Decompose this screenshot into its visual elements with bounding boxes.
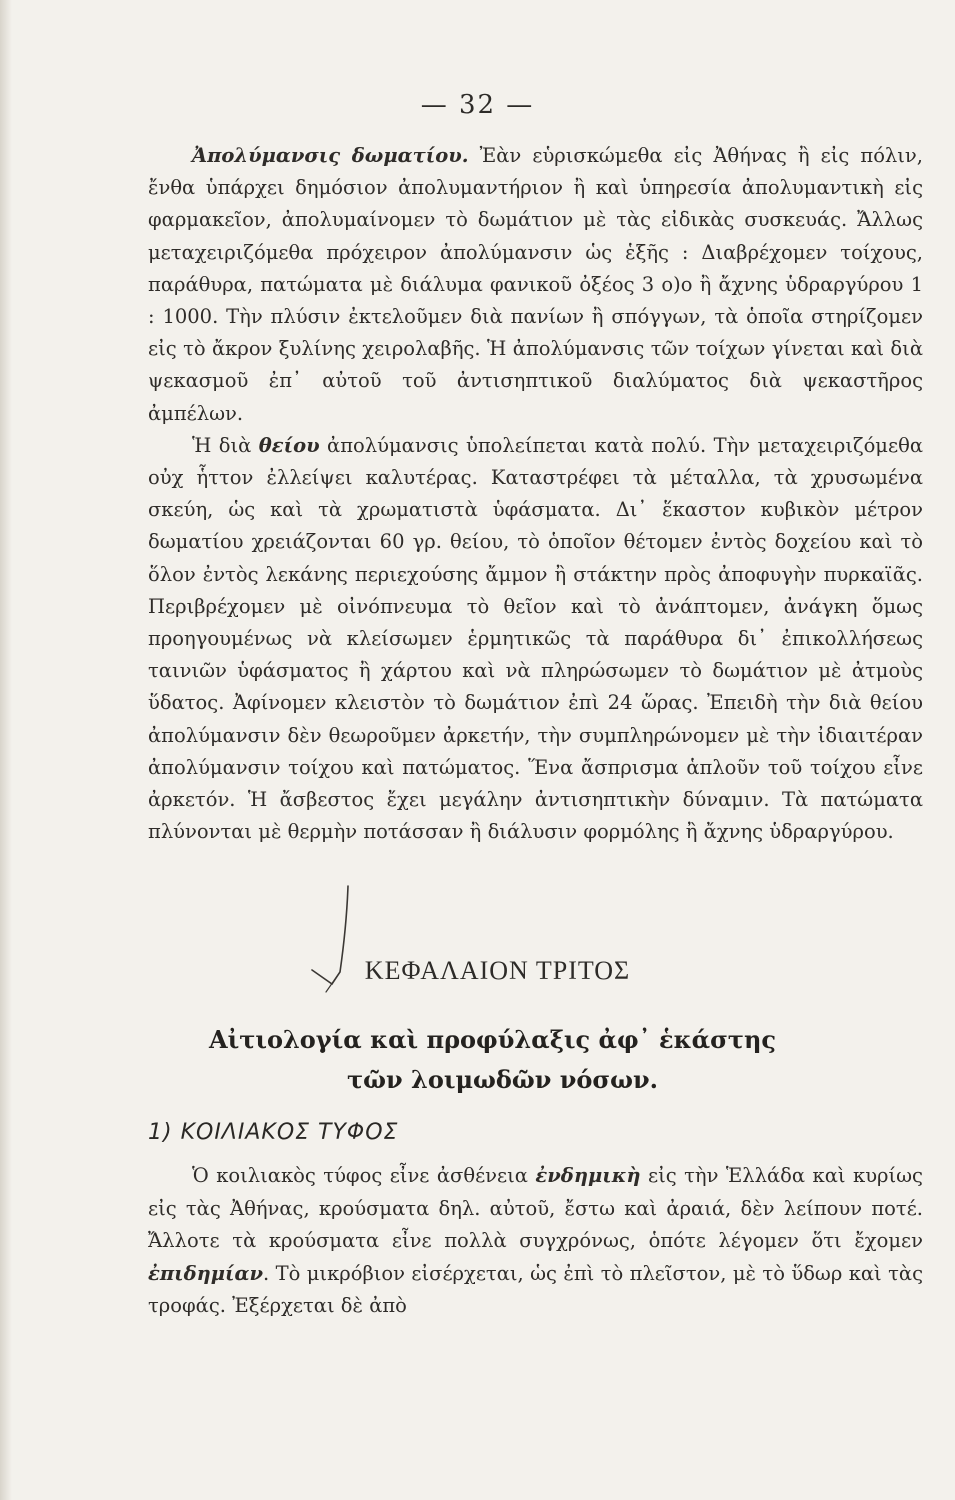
page-number: — 32 —	[420, 90, 535, 120]
subsection-title: 1) ΚΟΙΛΙΑΚΟΣ ΤΥΦΟΣ	[148, 1120, 399, 1145]
paragraph-text: ἀπολύμανσις ὑπολείπεται κατὰ πολύ. Τὴν μεταχειριζόμεθα οὐχ ἧττον ἐλλείψει καλυτέρας. Καταστρέφει τὰ μέταλλα, τὰ χρυσωμένα σκεύη, ὡς καὶ τὰ χρωματιστὰ ὑφάσματα. Δι᾽ ἕκαστον κυβικὸν μέτρον δωματίου χρειάζονται 60 γρ. θείου, τὸ ὁποῖον θέτομεν ἐντὸς δοχείου καὶ τὸ ὅλον ἐντὸς λεκάνης περιεχούσης ἄμμον ἢ στάκτην πρὸς ἀποφυγὴν πυρκαϊᾶς. Περιβρέχομεν μὲ οἰνόπνευμα τὸ θεῖον καὶ τὸ ἀνάπτομεν, ἀνάγκη ὅμως προηγουμένως νὰ κλείσωμεν ἑρμητικῶς τὰ παράθυρα δι᾽ ἐπικολλήσεως ταινιῶν ὑφάσματος ἢ χάρτου καὶ νὰ πληρώσωμεν τὸ δωμάτιον μὲ ἀτμοὺς ὕδατος. Ἀφίνομεν κλειστὸν τὸ δωμάτιον ἐπὶ 24 ὥρας. Ἐπειδὴ τὴν διὰ θείου ἀπολύμανσιν δὲν θεωροῦμεν ἀρκετήν, τὴν συμπληρώνομεν μὲ τὴν ἰδιαιτέραν ἀπολύμανσιν τοίχου καὶ πατώματος. Ἕνα ἄσπρισμα ἁπλοῦν τοῦ τοίχου εἶνε ἀρκετόν. Ἡ ἄσβεστος ἔχει μεγάλην ἀντισηπτικὴν δύναμιν. Τὰ πατώματα πλύνονται μὲ θερμὴν ποτάσσαν ἢ διάλυσιν φορμόλης ἢ ἄχνης ὑδραργύρου.	[148, 433, 923, 844]
paragraph-lead: Ὁ κοιλιακὸς τύφος εἶνε ἀσθένεια	[192, 1164, 536, 1187]
page-edge-shadow	[0, 0, 12, 1500]
paragraph-lead: Ἡ διὰ	[192, 433, 259, 457]
typhoid-text-block	[148, 1160, 923, 1323]
paragraph-text: Ἐὰν εὑρισκώμεθα εἰς Ἀθήνας ἢ εἰς πόλιν, ἔνθα ὑπάρχει δημόσιον ἀπολυμαντήριον ἢ καὶ ὑπηρεσία ἀπολυμαντικὴ εἰς φαρμακεῖον, ἀπολυμαίνομεν τὸ δωμάτιον μὲ τὰς εἰδικὰς συσκευάς. Ἄλλως μεταχειριζόμεθα πρόχειρον ἀπολύμανσιν ὡς ἑξῆς : Διαβρέχομεν τοίχους, παράθυρα, πατώματα μὲ διάλυμα φανικοῦ ὀξέος 3 ο)ο ἢ ἄχνης ὑδραργύρου 1 : 1000. Τὴν πλύσιν ἐκτελοῦμεν διὰ πανίων ἢ σπόγγων, τὰ ὁποῖα στηρίζομεν εἰς τὸ ἄκρον ξυλίνης χειρολαβῆς. Ἡ ἀπολύμανσις τῶν τοίχων γίνεται καὶ διὰ ψεκασμοῦ ἐπ᾽ αὐτοῦ τοῦ ἀντισηπτικοῦ διαλύματος διὰ ψεκαστῆρος ἀμπέλων.	[148, 144, 923, 425]
paragraph-typhoid	[148, 1160, 923, 1323]
section-title-line-2: τῶν λοιμωδῶν νόσων.	[347, 1065, 658, 1094]
paragraph-sulfur-disinfection	[148, 430, 923, 849]
section-title-line-1: Αἰτιολογία καὶ προφύλαξις ἀφ᾽ ἑκάστης	[208, 1025, 777, 1054]
paragraph-text: . Τὸ μικρόβιον εἰσέρχεται, ὡς ἐπὶ τὸ πλεῖστον, μὲ τὸ ὕδωρ καὶ τὰς τροφάς. Ἐξέρχεται δὲ ἀπὸ	[148, 1261, 923, 1318]
paragraph-text: εἰς τὴν Ἑλλάδα καὶ κυρίως εἰς τὰς Ἀθήνας, κρούσματα δηλ. αὐτοῦ, ἔστω καὶ ἀραιά, δὲν λείπουν ποτέ. Ἄλλοτε τὰ κρούσματα εἶνε πολλὰ συγχρόνως, ὁπότε λέγομεν ὅτι ἔχομεν	[148, 1164, 923, 1253]
disinfection-text-block	[148, 140, 923, 848]
emphasis-word: θείου	[258, 433, 320, 457]
paragraph-heading: Ἀπολύμανσις δωματίου.	[192, 144, 469, 167]
emphasis-word: ἐπιδημίαν	[148, 1261, 263, 1285]
chapter-title: ΚΕΦΑΛΑΙΟΝ ΤΡΙΤΟΣ	[364, 956, 631, 985]
emphasis-word: ἐνδημικὴ	[535, 1164, 641, 1187]
paragraph-room-disinfection	[148, 140, 923, 430]
